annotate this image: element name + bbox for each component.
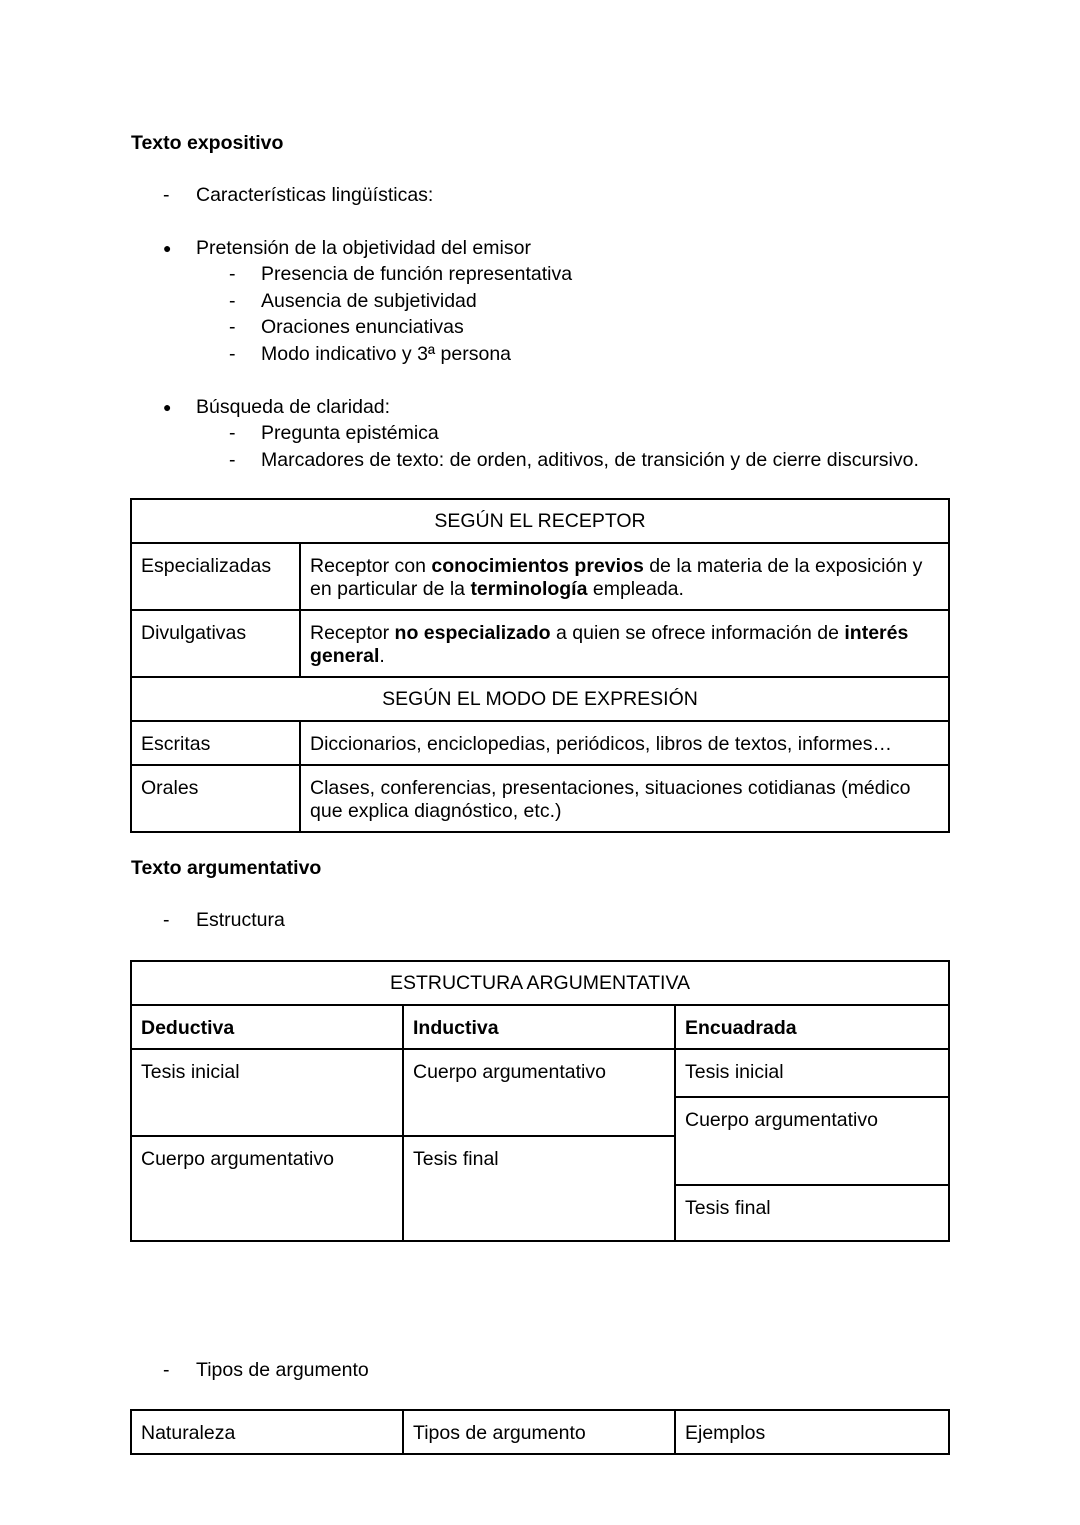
cell-deductiva-2: Cuerpo argumentativo: [131, 1136, 403, 1241]
caracteristicas-label: Características lingüísticas:: [196, 184, 434, 206]
dash-marker: -: [229, 263, 236, 285]
col-deductiva: Deductiva: [131, 1005, 403, 1049]
table-row: [131, 765, 949, 832]
cell-inductiva-1: Cuerpo argumentativo: [403, 1049, 675, 1136]
table-row: [131, 610, 949, 677]
cell-escritas-desc: Diccionarios, enciclopedias, periódicos, libros de textos, informes…: [300, 721, 949, 765]
list-item: Ausencia de subjetividad: [261, 290, 477, 312]
cell-orales-desc: Clases, conferencias, presentaciones, situaciones cotidianas (médico que explica diagnóstico, etc.): [300, 765, 949, 832]
cell-orales: Orales: [131, 765, 300, 832]
dash-marker: -: [229, 316, 236, 338]
table-expositivo: [130, 498, 950, 833]
cell-divulgativas: Divulgativas: [131, 610, 300, 677]
table-estructura: [130, 960, 950, 1242]
dash-marker: -: [229, 422, 236, 444]
header-estructura: ESTRUCTURA ARGUMENTATIVA: [131, 961, 949, 1005]
dash-marker: -: [229, 290, 236, 312]
cell-inductiva-2: Tesis final: [403, 1136, 675, 1241]
header-receptor: SEGÚN EL RECEPTOR: [131, 499, 949, 543]
dash-marker: -: [163, 184, 170, 206]
cell-especializadas: Especializadas: [131, 543, 300, 610]
table-row: [131, 543, 949, 610]
table-row: [131, 1005, 949, 1049]
estructura-label: Estructura: [196, 909, 285, 931]
cell-deductiva-1: Tesis inicial: [131, 1049, 403, 1136]
dash-marker: -: [163, 909, 170, 931]
col-inductiva: Inductiva: [403, 1005, 675, 1049]
section-title-expositivo: Texto expositivo: [131, 132, 284, 154]
list-item: Oraciones enunciativas: [261, 316, 464, 338]
table-row: [131, 1410, 949, 1454]
list-item: Pregunta epistémica: [261, 422, 439, 444]
table-row: [131, 1049, 949, 1097]
dash-marker: -: [229, 449, 236, 471]
table-row: [131, 721, 949, 765]
cell-escritas: Escritas: [131, 721, 300, 765]
cell-encuadrada-2: Cuerpo argumentativo: [675, 1097, 949, 1185]
dash-marker: -: [229, 343, 236, 365]
cell-encuadrada-3: Tesis final: [675, 1185, 949, 1241]
bullet-objetividad: Pretensión de la objetividad del emisor: [196, 237, 531, 259]
col-encuadrada: Encuadrada: [675, 1005, 949, 1049]
col-tipos-argumento: Tipos de argumento: [403, 1410, 675, 1454]
cell-encuadrada-1: Tesis inicial: [675, 1049, 949, 1097]
header-modo-expresion: SEGÚN EL MODO DE EXPRESIÓN: [131, 677, 949, 721]
cell-especializadas-desc: Receptor con conocimientos previos de la materia de la exposición y en particular de la terminología empleada.: [300, 543, 949, 610]
cell-divulgativas-desc: Receptor no especializado a quien se ofrece información de interés general.: [300, 610, 949, 677]
bullet-icon: ●: [163, 240, 172, 256]
list-item: Marcadores de texto: de orden, aditivos, de transición y de cierre discursivo.: [261, 449, 919, 471]
bullet-claridad: Búsqueda de claridad:: [196, 396, 391, 418]
list-item: Modo indicativo y 3ª persona: [261, 343, 512, 365]
table-tipos-argumento: [130, 1409, 950, 1455]
tipos-label: Tipos de argumento: [196, 1359, 369, 1381]
list-item: Presencia de función representativa: [261, 263, 573, 285]
section-title-argumentativo: Texto argumentativo: [131, 857, 322, 879]
col-ejemplos: Ejemplos: [675, 1410, 949, 1454]
bullet-icon: ●: [163, 399, 172, 415]
dash-marker: -: [163, 1359, 170, 1381]
col-naturaleza: Naturaleza: [131, 1410, 403, 1454]
